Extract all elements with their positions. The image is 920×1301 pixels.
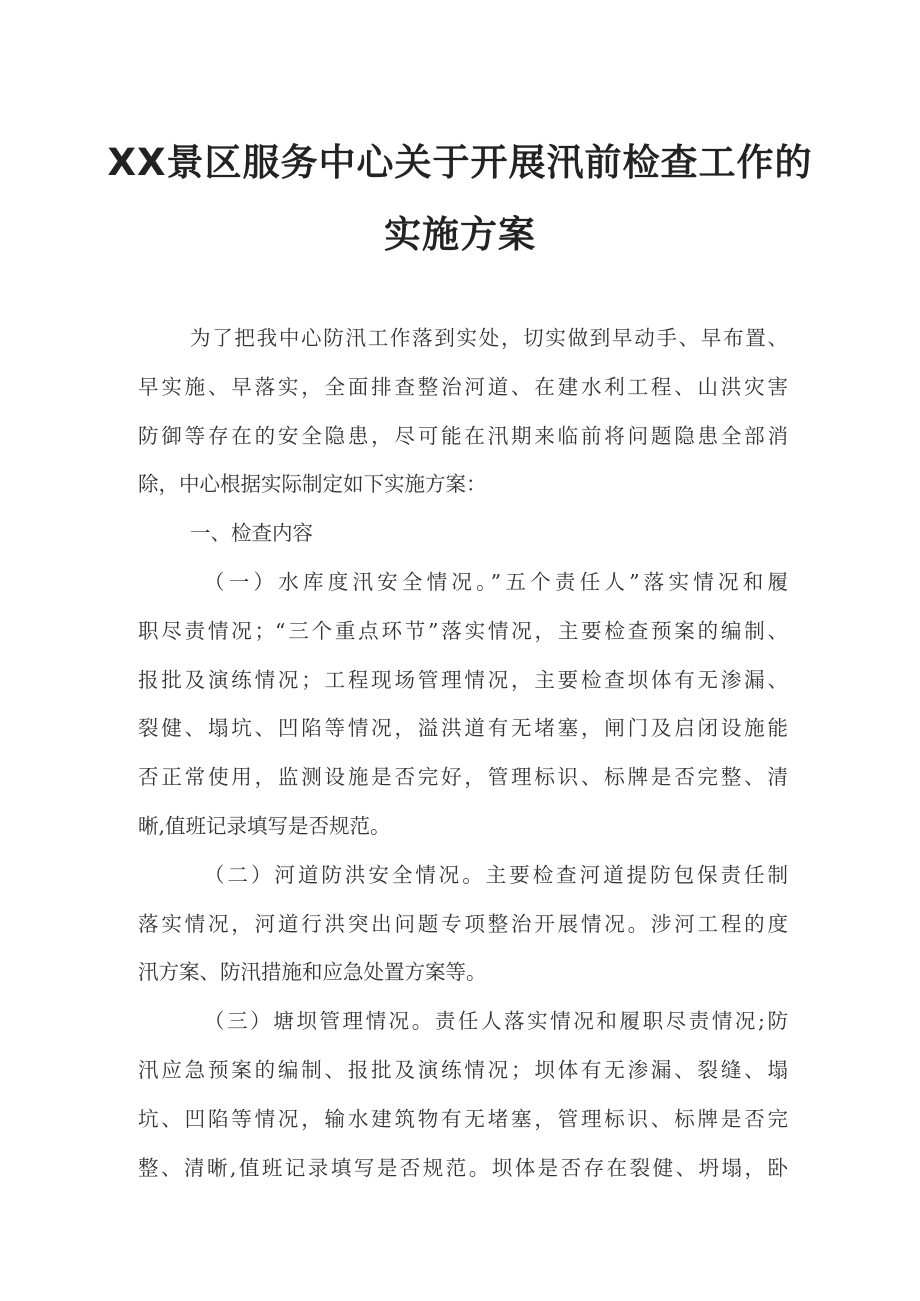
document-body [138,314,788,1192]
paragraph-line: （二）河道防洪安全情况。主要检查河道提防包保责任制 [204,862,788,887]
paragraph-line: 除，中心根据实际制定如下实施方案： [138,472,487,497]
paragraph-line: 裂健、塌坑、凹陷等情况，溢洪道有无堵塞，闸门及启闭设施能 [138,716,788,741]
paragraph-line: 早实施、早落实，全面排查整治河道、在建水利工程、山洪灾害 [138,374,788,399]
paragraph-line: 坑、凹陷等情况，输水建筑物有无堵塞，管理标识、标牌是否完 [138,1106,788,1131]
paragraph-line: （三）塘坝管理情况。责任人落实情况和履职尽责情况;防 [204,1009,788,1034]
paragraph-line: 为了把我中心防汛工作落到实处，切实做到早动手、早布置、 [190,326,788,350]
paragraph-line: 汛方案、防汛措施和应急处置方案等。 [138,960,487,985]
paragraph-line: 汛应急预案的编制、报批及演练情况；坝体有无渗漏、裂缝、塌 [138,1057,788,1082]
paragraph-line: 整、清晰,值班记录填写是否规范。坝体是否存在裂健、坍塌，卧 [138,1155,788,1180]
paragraph-line: 晰,值班记录填写是否规范。 [138,813,391,838]
document-title-line-1: XX景区服务中心关于开展汛前检查工作的 [107,141,813,184]
paragraph-line: 报批及演练情况；工程现场管理情况，主要检查坝体有无渗漏、 [138,667,788,692]
document-title-line-2: 实施方案 [384,213,536,256]
paragraph-line: （一）水库度汛安全情况。”五个责任人”落实情况和履 [204,569,788,594]
paragraph-line: 否正常使用，监测设施是否完好，管理标识、标牌是否完整、清 [138,765,788,790]
paragraph-line: 职尽责情况；“三个重点环节”落实情况，主要检查预案的编制、 [138,618,788,643]
section-heading: 一、检查内容 [190,521,313,546]
paragraph-line: 落实情况，河道行洪突出问题专项整治开展情况。涉河工程的度 [138,911,788,936]
paragraph-line: 防御等存在的安全隐患，尽可能在汛期来临前将问题隐患全部消 [138,423,788,448]
